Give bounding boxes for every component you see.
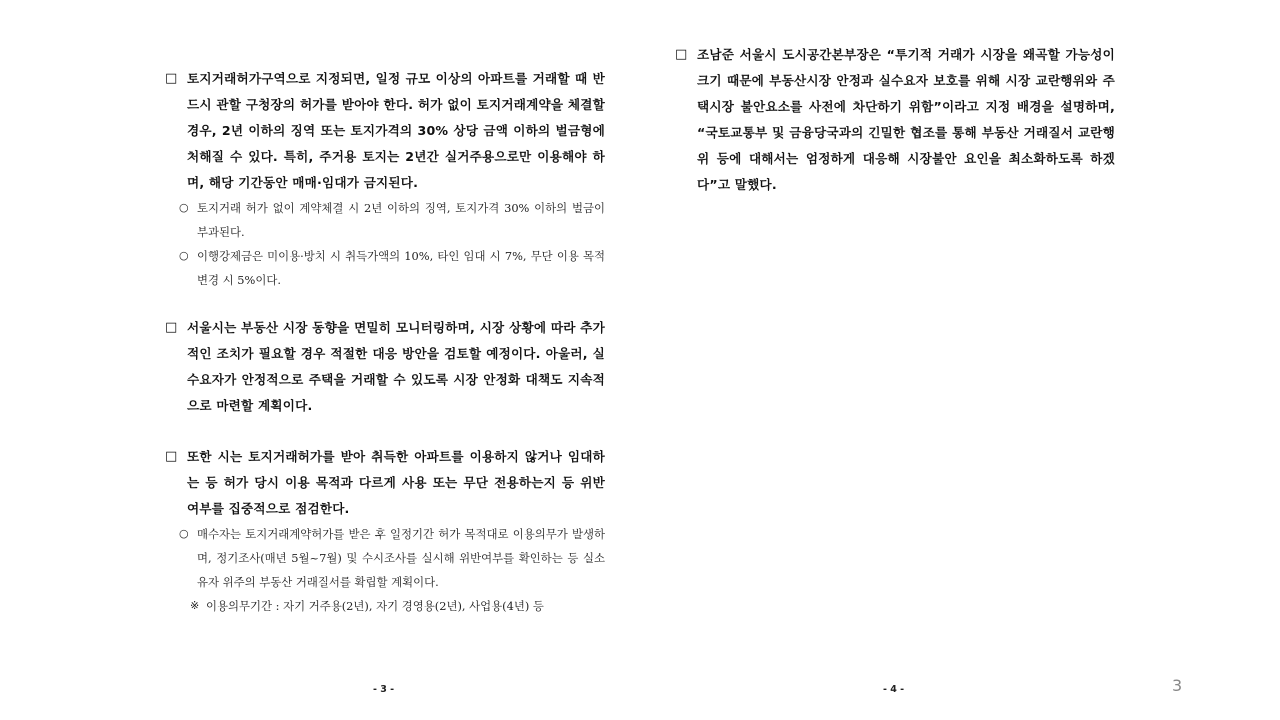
section-3 bbox=[165, 444, 605, 618]
section-2-text: 서울시는 부동산 시장 동향을 면밀히 모니터링하며, 시장 상황에 따라 추가적인 조치가 필요할 경우 적절한 대응 방안을 검토할 예정이다. 아울러, 실수요자가 안정적으로 주택을 거래할 수 있도록 시장 안정화 대책도 지속적으로 마련할 계획이다. bbox=[187, 320, 605, 413]
page-number-3: - 3 - bbox=[373, 684, 395, 695]
checkbox-bullet-icon: □ bbox=[165, 449, 178, 464]
section-3-text: 또한 시는 토지거래허가를 받아 취득한 아파트를 이용하지 않거나 임대하는 등 허가 당시 이용 목적과 다르게 사용 또는 무단 전용하는지 등 위반 여부를 집중적으로 점검한다. bbox=[187, 449, 605, 516]
section-1-sub-2-text: 이행강제금은 미이용·방치 시 취득가액의 10%, 타인 임대 시 7%, 무단 이용 목적 변경 시 5%이다. bbox=[197, 249, 605, 287]
document-page-3 bbox=[165, 0, 605, 720]
checkbox-bullet-icon: □ bbox=[675, 47, 688, 62]
reference-mark-icon: ※ bbox=[190, 599, 200, 612]
circle-bullet-icon: ○ bbox=[179, 527, 189, 540]
section-2 bbox=[165, 315, 605, 419]
section-4-paragraph bbox=[675, 42, 1115, 198]
section-3-paragraph bbox=[165, 444, 605, 522]
circle-bullet-icon: ○ bbox=[179, 249, 189, 262]
section-1 bbox=[165, 66, 605, 292]
section-3-sub-1-text: 매수자는 토지거래계약허가를 받은 후 일정기간 허가 목적대로 이용의무가 발생하며, 정기조사(매년 5월~7월) 및 수시조사를 실시해 위반여부를 확인하는 등 실소유자 위주의 부동산 거래질서를 확립할 계획이다. bbox=[197, 527, 605, 589]
section-4-text: 조남준 서울시 도시공간본부장은 “투기적 거래가 시장을 왜곡할 가능성이 크기 때문에 부동산시장 안정과 실수요자 보호를 위해 시장 교란행위와 주택시장 불안요소를 사전에 차단하기 위함”이라고 지정 배경을 설명하며, “국토교통부 및 금융당국과의 긴밀한 협조를 통해 부동산 거래질서 교란행위 등에 대해서는 엄정하게 대응해 시장불안 요인을 최소화하도록 하겠다”고 말했다. bbox=[697, 47, 1115, 192]
slide-number: 3 bbox=[1172, 676, 1183, 695]
section-1-sub-1-text: 토지거래 허가 없이 계약체결 시 2년 이하의 징역, 토지가격 30% 이하의 벌금이 부과된다. bbox=[197, 201, 605, 239]
document-page-4 bbox=[675, 0, 1115, 720]
checkbox-bullet-icon: □ bbox=[165, 320, 178, 335]
section-3-sub-1 bbox=[179, 522, 605, 594]
section-1-text: 토지거래허가구역으로 지정되면, 일정 규모 이상의 아파트를 거래할 때 반드시 관할 구청장의 허가를 받아야 한다. 허가 없이 토지거래계약을 체결할 경우, 2년 이하의 징역 또는 토지가격의 30% 상당 금액 이하의 벌금형에 처해질 수 있다. 특히, 주거용 토지는 2년간 실거주용으로만 이용해야 하며, 해당 기간동안 매매·임대가 금지된다. bbox=[187, 71, 605, 190]
section-3-note-text: 이용의무기간 : 자기 거주용(2년), 자기 경영용(2년), 사업용(4년) 등 bbox=[206, 599, 544, 613]
section-1-sub-2 bbox=[179, 244, 605, 292]
checkbox-bullet-icon: □ bbox=[165, 71, 178, 86]
section-3-note bbox=[190, 594, 605, 618]
circle-bullet-icon: ○ bbox=[179, 201, 189, 214]
page-number-4: - 4 - bbox=[883, 684, 905, 695]
section-4 bbox=[675, 42, 1115, 198]
section-1-paragraph bbox=[165, 66, 605, 196]
section-1-sub-1 bbox=[179, 196, 605, 244]
section-2-paragraph bbox=[165, 315, 605, 419]
